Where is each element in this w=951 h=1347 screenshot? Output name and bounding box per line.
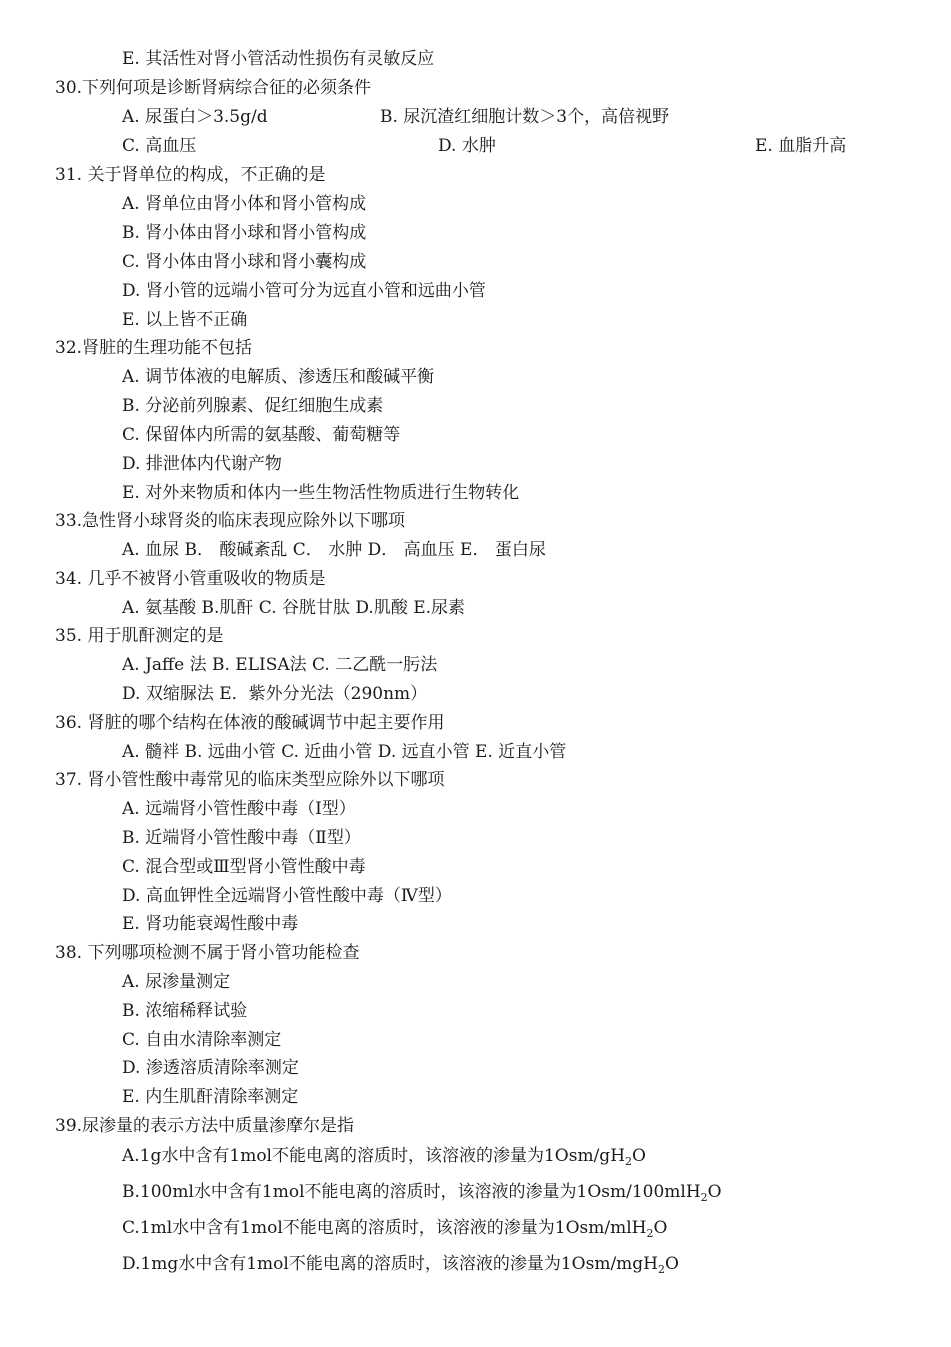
q39-option-c	[122, 1217, 667, 1245]
option-tail: O	[665, 1254, 679, 1274]
subscript: 2	[646, 1227, 654, 1240]
q38-option-e: E. 内生肌酐清除率测定	[122, 1087, 299, 1107]
q30-option-e: E. 血脂升高	[755, 136, 847, 156]
q32-option-c: C. 保留体内所需的氨基酸、葡萄糖等	[122, 425, 401, 445]
q35-options-row2: D. 双缩脲法 E．紫外分光法（290nm）	[122, 684, 428, 704]
option-tail: O	[632, 1146, 646, 1166]
q31-option-c: C. 肾小体由肾小球和肾小囊构成	[122, 252, 367, 272]
q38-option-a: A. 尿渗量测定	[122, 972, 231, 992]
q30-option-d: D. 水肿	[438, 136, 496, 156]
question-34: 34. 几乎不被肾小管重吸收的物质是	[55, 569, 326, 589]
q29-option-e: E. 其活性对肾小管活动性损伤有灵敏反应	[122, 49, 435, 69]
q38-option-b: B. 浓缩稀释试验	[122, 1001, 248, 1021]
q35-options-row1: A. Jaffe 法 B. ELISA法 C. 二乙酰一肟法	[122, 655, 438, 675]
subscript: 2	[658, 1263, 666, 1276]
q30-option-b: B. 尿沉渣红细胞计数＞3个，高倍视野	[380, 107, 670, 127]
q32-option-a: A. 调节体液的电解质、渗透压和酸碱平衡	[122, 367, 435, 387]
question-38: 38. 下列哪项检测不属于肾小管功能检查	[55, 943, 360, 963]
q37-option-d: D. 高血钾性全远端肾小管性酸中毒（Ⅳ型）	[122, 886, 452, 906]
q37-option-b: B. 近端肾小管性酸中毒（Ⅱ型）	[122, 828, 361, 848]
q34-options: A. 氨基酸 B.肌酐 C. 谷胱甘肽 D.肌酸 E.尿素	[122, 598, 466, 618]
q31-option-b: B. 肾小体由肾小球和肾小管构成	[122, 223, 367, 243]
q32-option-d: D. 排泄体内代谢产物	[122, 454, 282, 474]
q37-option-e: E. 肾功能衰竭性酸中毒	[122, 914, 299, 934]
q39-option-d	[122, 1253, 679, 1281]
option-text: C.1ml水中含有1mol不能电离的溶质时，该溶液的渗量为1Osm/mlH	[122, 1218, 647, 1238]
q37-option-c: C. 混合型或Ⅲ型肾小管性酸中毒	[122, 857, 366, 877]
q30-option-c: C. 高血压	[122, 136, 197, 156]
q32-option-e: E. 对外来物质和体内一些生物活性物质进行生物转化	[122, 483, 520, 503]
question-36: 36. 肾脏的哪个结构在体液的酸碱调节中起主要作用	[55, 713, 445, 733]
q30-option-a: A. 尿蛋白＞3.5g/d	[122, 107, 268, 127]
question-37: 37. 肾小管性酸中毒常见的临床类型应除外以下哪项	[55, 770, 445, 790]
question-39: 39.尿渗量的表示方法中质量渗摩尔是指	[55, 1116, 355, 1136]
question-33: 33.急性肾小球肾炎的临床表现应除外以下哪项	[55, 511, 406, 531]
option-text: B.100ml水中含有1mol不能电离的溶质时，该溶液的渗量为1Osm/100mlH	[122, 1182, 701, 1202]
option-text: D.1mg水中含有1mol不能电离的溶质时，该溶液的渗量为1Osm/mgH	[122, 1254, 659, 1274]
q31-option-d: D. 肾小管的远端小管可分为远直小管和远曲小管	[122, 281, 486, 301]
q31-option-e: E. 以上皆不正确	[122, 310, 248, 330]
subscript: 2	[625, 1155, 633, 1168]
question-32: 32.肾脏的生理功能不包括	[55, 338, 253, 358]
q39-option-b	[122, 1181, 722, 1209]
q37-option-a: A. 远端肾小管性酸中毒（Ⅰ型）	[122, 799, 356, 819]
q31-option-a: A. 肾单位由肾小体和肾小管构成	[122, 194, 367, 214]
subscript: 2	[700, 1191, 708, 1204]
q36-options: A. 髓袢 B. 远曲小管 C. 近曲小管 D. 远直小管 E. 近直小管	[122, 742, 567, 762]
q38-option-c: C. 自由水清除率测定	[122, 1030, 282, 1050]
q33-options: A. 血尿 B． 酸碱紊乱 C． 水肿 D． 高血压 E． 蛋白尿	[122, 540, 546, 560]
option-tail: O	[653, 1218, 668, 1238]
question-31: 31. 关于肾单位的构成，不正确的是	[55, 165, 326, 185]
q39-option-a	[122, 1145, 646, 1173]
q32-option-b: B. 分泌前列腺素、促红细胞生成素	[122, 396, 384, 416]
question-35: 35. 用于肌酐测定的是	[55, 626, 224, 646]
option-tail: O	[707, 1182, 722, 1202]
question-30: 30.下列何项是诊断肾病综合征的必须条件	[55, 78, 372, 98]
option-text: A.1g水中含有1mol不能电离的溶质时，该溶液的渗量为1Osm/gH	[122, 1146, 626, 1166]
q38-option-d: D. 渗透溶质清除率测定	[122, 1058, 299, 1078]
